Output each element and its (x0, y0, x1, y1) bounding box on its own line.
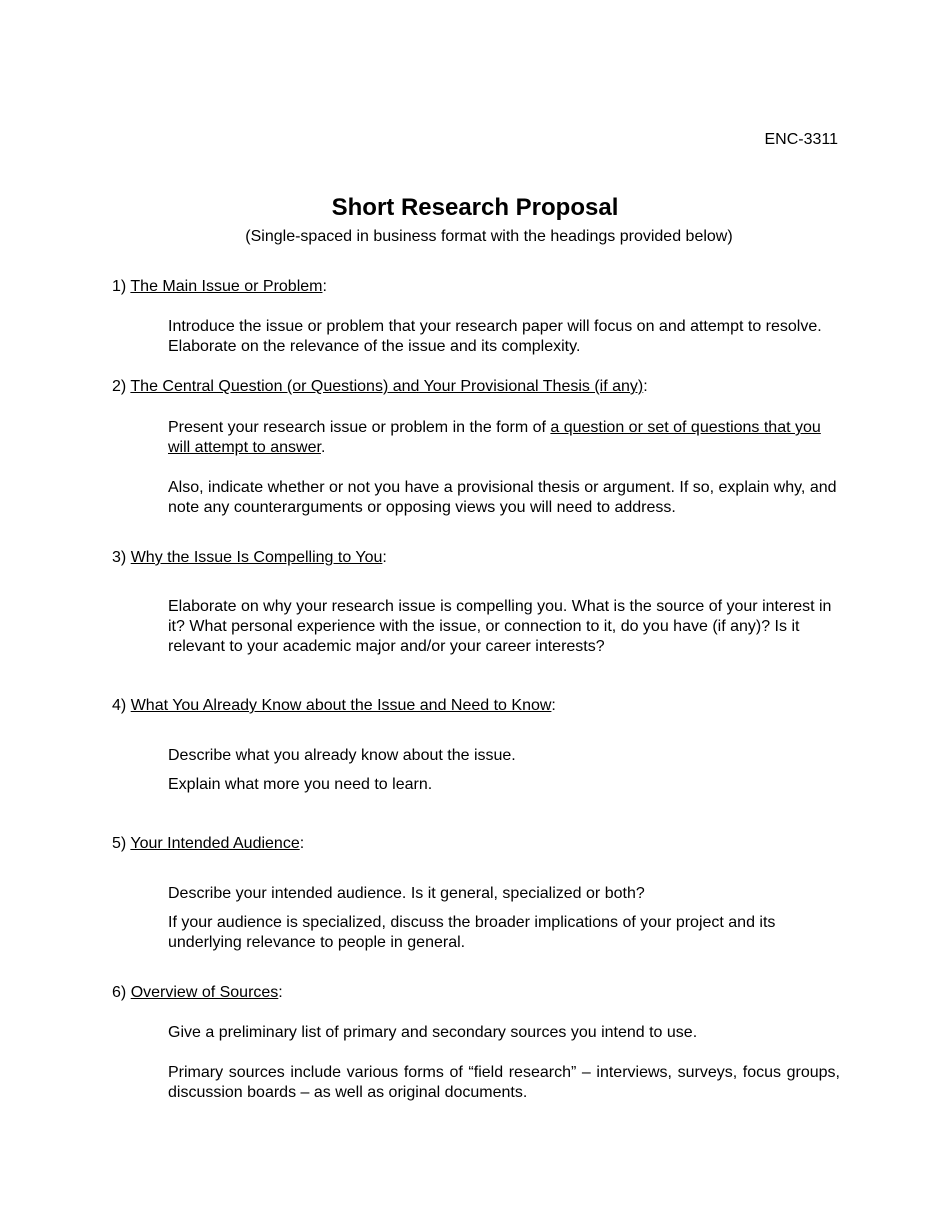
section-4-paragraph-1: Describe what you already know about the issue. (168, 747, 516, 764)
page-title: Short Research Proposal (331, 194, 619, 221)
section-title: Overview of Sources (130, 984, 279, 1001)
section-title: Why the Issue Is Compelling to You (130, 549, 383, 566)
section-heading-2 (112, 377, 648, 397)
section-3-paragraph-1: Elaborate on why your research issue is compelling you. What is the source of your interest in it? What personal experience with the issue, or connection to it, do you have (if any)? Is it relevant to your academic major and/or your career interests? (168, 598, 832, 655)
section-heading-6 (112, 983, 283, 1003)
heading-colon: : (551, 697, 556, 714)
paragraph-text: . (320, 439, 326, 456)
emphasized-question-text: a question or set of questions that you will attempt to answer (168, 419, 821, 456)
section-heading-1 (112, 277, 327, 297)
section-number: 3) (112, 549, 127, 566)
section-6-paragraph-2: Primary sources include various forms of “field research” – interviews, surveys, focus groups, discussion boards – as well as original documents. (168, 1064, 840, 1101)
section-heading-4 (112, 696, 556, 716)
course-code: ENC-3311 (764, 131, 838, 148)
section-1-paragraph-1: Introduce the issue or problem that your research paper will focus on and attempt to resolve. Elaborate on the relevance of the issue and its complexity. (168, 318, 822, 355)
section-heading-5 (112, 834, 304, 854)
section-4-paragraph-2: Explain what more you need to learn. (168, 776, 433, 793)
section-number: 2) (112, 378, 127, 395)
heading-colon: : (322, 278, 327, 295)
heading-colon: : (382, 549, 387, 566)
section-heading-3 (112, 548, 387, 568)
section-5-paragraph-2: If your audience is specialized, discuss the broader implications of your project and its underlying relevance to people in general. (168, 914, 776, 951)
section-title: Your Intended Audience (130, 835, 300, 852)
section-title: What You Already Know about the Issue and Need to Know (130, 697, 552, 714)
section-number: 4) (112, 697, 127, 714)
heading-colon: : (299, 835, 305, 852)
section-number: 1) (112, 278, 127, 295)
heading-colon: : (278, 984, 283, 1001)
section-6-paragraph-1: Give a preliminary list of primary and secondary sources you intend to use. (168, 1024, 698, 1041)
section-number: 6) (112, 984, 127, 1001)
page-subtitle: (Single-spaced in business format with the headings provided below) (245, 228, 733, 245)
section-title: The Main Issue or Problem (130, 278, 323, 295)
section-2-paragraph-1 (168, 418, 840, 458)
heading-colon: : (643, 378, 648, 395)
section-title: The Central Question (or Questions) and Your Provisional Thesis (if any) (130, 378, 644, 395)
section-number: 5) (112, 835, 127, 852)
paragraph-text: Present your research issue or problem in the form of (168, 419, 551, 436)
section-5-paragraph-1: Describe your intended audience. Is it general, specialized or both? (168, 885, 645, 902)
section-2-paragraph-2: Also, indicate whether or not you have a provisional thesis or argument. If so, explain why, and note any counterarguments or opposing views you will need to address. (168, 479, 837, 516)
